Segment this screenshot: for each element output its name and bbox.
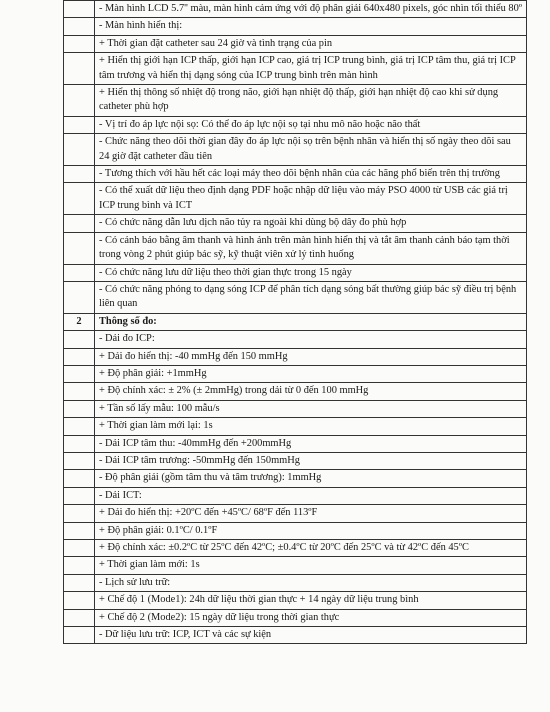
table-row: [64, 540, 527, 557]
spec-text: + Hiển thị giới hạn ICP thấp, giới hạn ICP cao, giá trị ICP trung bình, giá trị ICP tâm thu, giá trị ICP tâm trương và hiển thị dạng sóng của ICP trung bình trên màn hình: [95, 53, 527, 85]
spec-text: + Thời gian đặt catheter sau 24 giờ và tình trạng của pin: [95, 35, 527, 52]
table-row: [64, 331, 527, 348]
row-number-cell: [64, 35, 95, 52]
spec-text: - Vị trí đo áp lực nội sọ: Có thể đo áp lực nội sọ tại nhu mô não hoặc não thất: [95, 116, 527, 133]
spec-text: + Thời gian làm mới lại: 1s: [95, 418, 527, 435]
spec-text: + Dải đo hiển thị: +20ºC đến +45ºC/ 68ºF đến 113ºF: [95, 505, 527, 522]
table-row: [64, 400, 527, 417]
spec-text: + Thời gian làm mới: 1s: [95, 557, 527, 574]
spec-text: - Màn hình hiển thị:: [95, 18, 527, 35]
row-number-cell: [64, 183, 95, 215]
spec-text: - Màn hình LCD 5.7'' màu, màn hình cảm ứng với độ phân giải 640x480 pixels, góc nhìn tối thiểu 80º: [95, 1, 527, 18]
table-row: [64, 1, 527, 18]
table-row: [64, 487, 527, 504]
spec-text: - Lịch sử lưu trữ:: [95, 574, 527, 591]
spec-text: - Tương thích với hầu hết các loại máy theo dõi bệnh nhân của các hãng phổ biến trên thị trường: [95, 166, 527, 183]
spec-text: + Dải đo hiển thị: -40 mmHg đến 150 mmHg: [95, 348, 527, 365]
row-number-cell: [64, 365, 95, 382]
table-row: [64, 574, 527, 591]
table-row: [64, 609, 527, 626]
table-row: [64, 470, 527, 487]
table-row: [64, 365, 527, 382]
spec-text: + Tần số lấy mẫu: 100 mẫu/s: [95, 400, 527, 417]
table-row: [64, 383, 527, 400]
spec-text: + Hiển thị thông số nhiệt độ trong não, giới hạn nhiệt độ thấp, giới hạn nhiệt độ cao khi sử dụng catheter phù hợp: [95, 85, 527, 117]
row-number-cell: [64, 418, 95, 435]
table-row: [64, 435, 527, 452]
spec-text: + Chế độ 2 (Mode2): 15 ngày dữ liệu trong thời gian thực: [95, 609, 527, 626]
table-row: [64, 134, 527, 166]
row-number-cell: [64, 18, 95, 35]
spec-table: [63, 0, 527, 644]
spec-text: - Dải ICP tâm trương: -50mmHg đến 150mmHg: [95, 452, 527, 469]
table-row: [64, 35, 527, 52]
section-title: Thông số đo:: [95, 313, 527, 330]
row-number-cell: [64, 232, 95, 264]
table-row: [64, 627, 527, 644]
row-number-cell: [64, 592, 95, 609]
row-number-cell: [64, 435, 95, 452]
row-number-cell: [64, 505, 95, 522]
table-row: [64, 85, 527, 117]
row-number-cell: [64, 215, 95, 232]
row-number-cell: [64, 264, 95, 281]
spec-text: + Độ phân giải: +1mmHg: [95, 365, 527, 382]
row-number-cell: [64, 522, 95, 539]
row-number-cell: [64, 134, 95, 166]
spec-text: - Có thể xuất dữ liệu theo định dạng PDF hoặc nhập dữ liệu vào máy PSO 4000 từ USB các giá trị ICP trung bình và ICT: [95, 183, 527, 215]
row-number-cell: [64, 487, 95, 504]
spec-text: - Dải đo ICP:: [95, 331, 527, 348]
table-row: [64, 264, 527, 281]
spec-text: - Dữ liệu lưu trữ: ICP, ICT và các sự kiện: [95, 627, 527, 644]
spec-text: - Chức năng theo dõi thời gian đây đo áp lực nội sọ trên bệnh nhân và hiển thị số ngày theo dõi sau 24 giờ đặt catheter đầu tiên: [95, 134, 527, 166]
table-row: [64, 313, 527, 330]
table-row: [64, 53, 527, 85]
table-row: [64, 215, 527, 232]
table-row: [64, 592, 527, 609]
table-row: [64, 183, 527, 215]
spec-text: - Dải ICT:: [95, 487, 527, 504]
row-number-cell: [64, 400, 95, 417]
table-row: [64, 505, 527, 522]
row-number-cell: [64, 348, 95, 365]
spec-text: - Độ phân giải (gồm tâm thu và tâm trương): 1mmHg: [95, 470, 527, 487]
table-row: [64, 452, 527, 469]
table-row: [64, 232, 527, 264]
row-number-cell: [64, 85, 95, 117]
spec-text: + Độ chính xác: ±0.2ºC từ 25ºC đến 42ºC; ±0.4ºC từ 20ºC đến 25ºC và từ 42ºC đến 45ºC: [95, 540, 527, 557]
table-row: [64, 166, 527, 183]
spec-text: - Có chức năng phóng to dạng sóng ICP để phân tích dạng sóng bất thường giúp bác sỹ điều trị bệnh liên quan: [95, 281, 527, 313]
row-number-cell: [64, 557, 95, 574]
table-row: [64, 116, 527, 133]
row-number-cell: 2: [64, 313, 95, 330]
row-number-cell: [64, 627, 95, 644]
spec-text: - Dải ICP tâm thu: -40mmHg đến +200mmHg: [95, 435, 527, 452]
row-number-cell: [64, 452, 95, 469]
table-row: [64, 522, 527, 539]
table-row: [64, 418, 527, 435]
spec-text: + Chế độ 1 (Mode1): 24h dữ liệu thời gian thực + 14 ngày dữ liệu trung bình: [95, 592, 527, 609]
row-number-cell: [64, 470, 95, 487]
spec-text: + Độ phân giải: 0.1ºC/ 0.1ºF: [95, 522, 527, 539]
row-number-cell: [64, 281, 95, 313]
row-number-cell: [64, 116, 95, 133]
row-number-cell: [64, 1, 95, 18]
spec-text: - Có cảnh báo bằng âm thanh và hình ảnh trên màn hình hiển thị và tắt âm thanh cảnh báo tạm thời trong vòng 2 phút giúp bác sỹ, kỹ thuật viên xử lý tình huống: [95, 232, 527, 264]
spec-text: + Độ chính xác: ± 2% (± 2mmHg) trong dải từ 0 đến 100 mmHg: [95, 383, 527, 400]
row-number-cell: [64, 540, 95, 557]
table-row: [64, 281, 527, 313]
row-number-cell: [64, 574, 95, 591]
spec-text: - Có chức năng lưu dữ liệu theo thời gian thực trong 15 ngày: [95, 264, 527, 281]
spec-text: - Có chức năng dẫn lưu dịch não tủy ra ngoài khi dùng bộ dây đo phù hợp: [95, 215, 527, 232]
row-number-cell: [64, 331, 95, 348]
row-number-cell: [64, 53, 95, 85]
row-number-cell: [64, 383, 95, 400]
row-number-cell: [64, 166, 95, 183]
table-row: [64, 557, 527, 574]
table-row: [64, 18, 527, 35]
table-row: [64, 348, 527, 365]
row-number-cell: [64, 609, 95, 626]
